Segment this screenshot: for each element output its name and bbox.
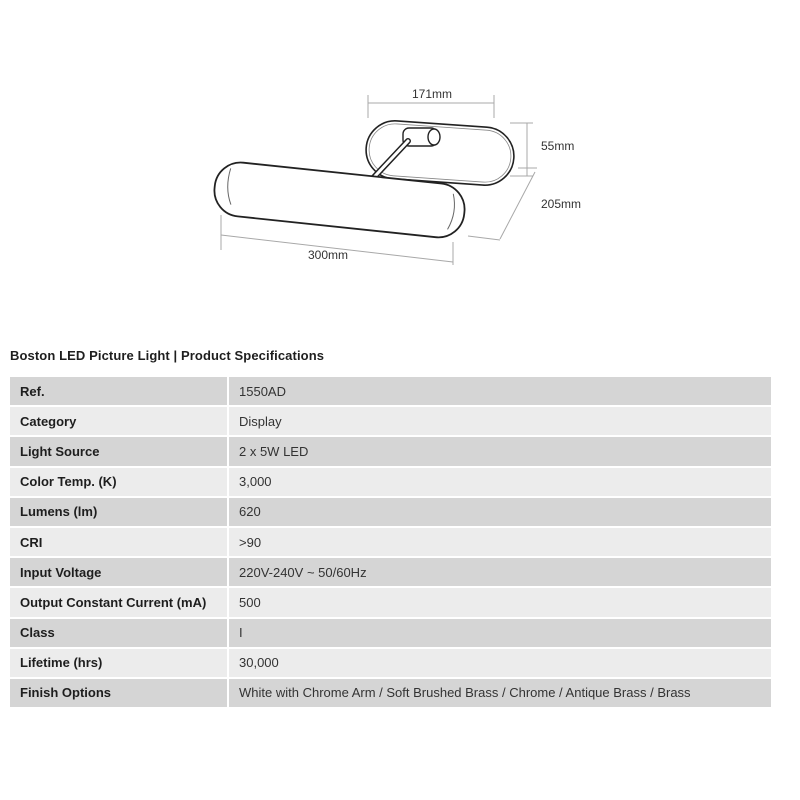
spec-row-ref [10, 377, 771, 406]
spec-label: Input Voltage [10, 557, 228, 587]
spec-value: 220V-240V ~ 50/60Hz [228, 557, 771, 587]
spec-label: Ref. [10, 377, 228, 406]
spec-value: White with Chrome Arm / Soft Brushed Brass / Chrome / Antique Brass / Brass [228, 678, 771, 708]
spec-label: Class [10, 618, 228, 648]
spec-label: Output Constant Current (mA) [10, 587, 228, 617]
spec-label: Category [10, 406, 228, 436]
dimension-projection-label: 205mm [541, 197, 582, 211]
spec-value: 620 [228, 497, 771, 527]
spec-label: CRI [10, 527, 228, 557]
spec-value: 500 [228, 587, 771, 617]
spec-row-category [10, 406, 771, 436]
spec-table [10, 377, 771, 709]
spec-row-lifetime [10, 648, 771, 678]
spec-row-output-current [10, 587, 771, 617]
spec-value: 1550AD [228, 377, 771, 406]
product-dimension-drawing [0, 0, 800, 330]
spec-row-light-source [10, 436, 771, 466]
spec-label: Lumens (lm) [10, 497, 228, 527]
spec-value: I [228, 618, 771, 648]
spec-row-lumens [10, 497, 771, 527]
spec-title: Boston LED Picture Light | Product Specifications [10, 348, 325, 363]
spec-row-input-voltage [10, 557, 771, 587]
dimension-backplate-height-label: 55mm [541, 139, 575, 153]
spec-row-cri [10, 527, 771, 557]
spec-row-finish-options [10, 678, 771, 708]
wall-plate [364, 119, 516, 187]
spec-value: 2 x 5W LED [228, 436, 771, 466]
spec-label: Light Source [10, 436, 228, 466]
spec-row-class [10, 618, 771, 648]
spec-row-color-temp [10, 467, 771, 497]
spec-label: Lifetime (hrs) [10, 648, 228, 678]
spec-value: 30,000 [228, 648, 771, 678]
spec-value: Display [228, 406, 771, 436]
dimension-width-label: 300mm [307, 248, 349, 262]
spec-label: Finish Options [10, 678, 228, 708]
spec-label: Color Temp. (K) [10, 467, 228, 497]
spec-value: >90 [228, 527, 771, 557]
spec-value: 3,000 [228, 467, 771, 497]
dimension-depth-label: 171mm [411, 87, 453, 101]
